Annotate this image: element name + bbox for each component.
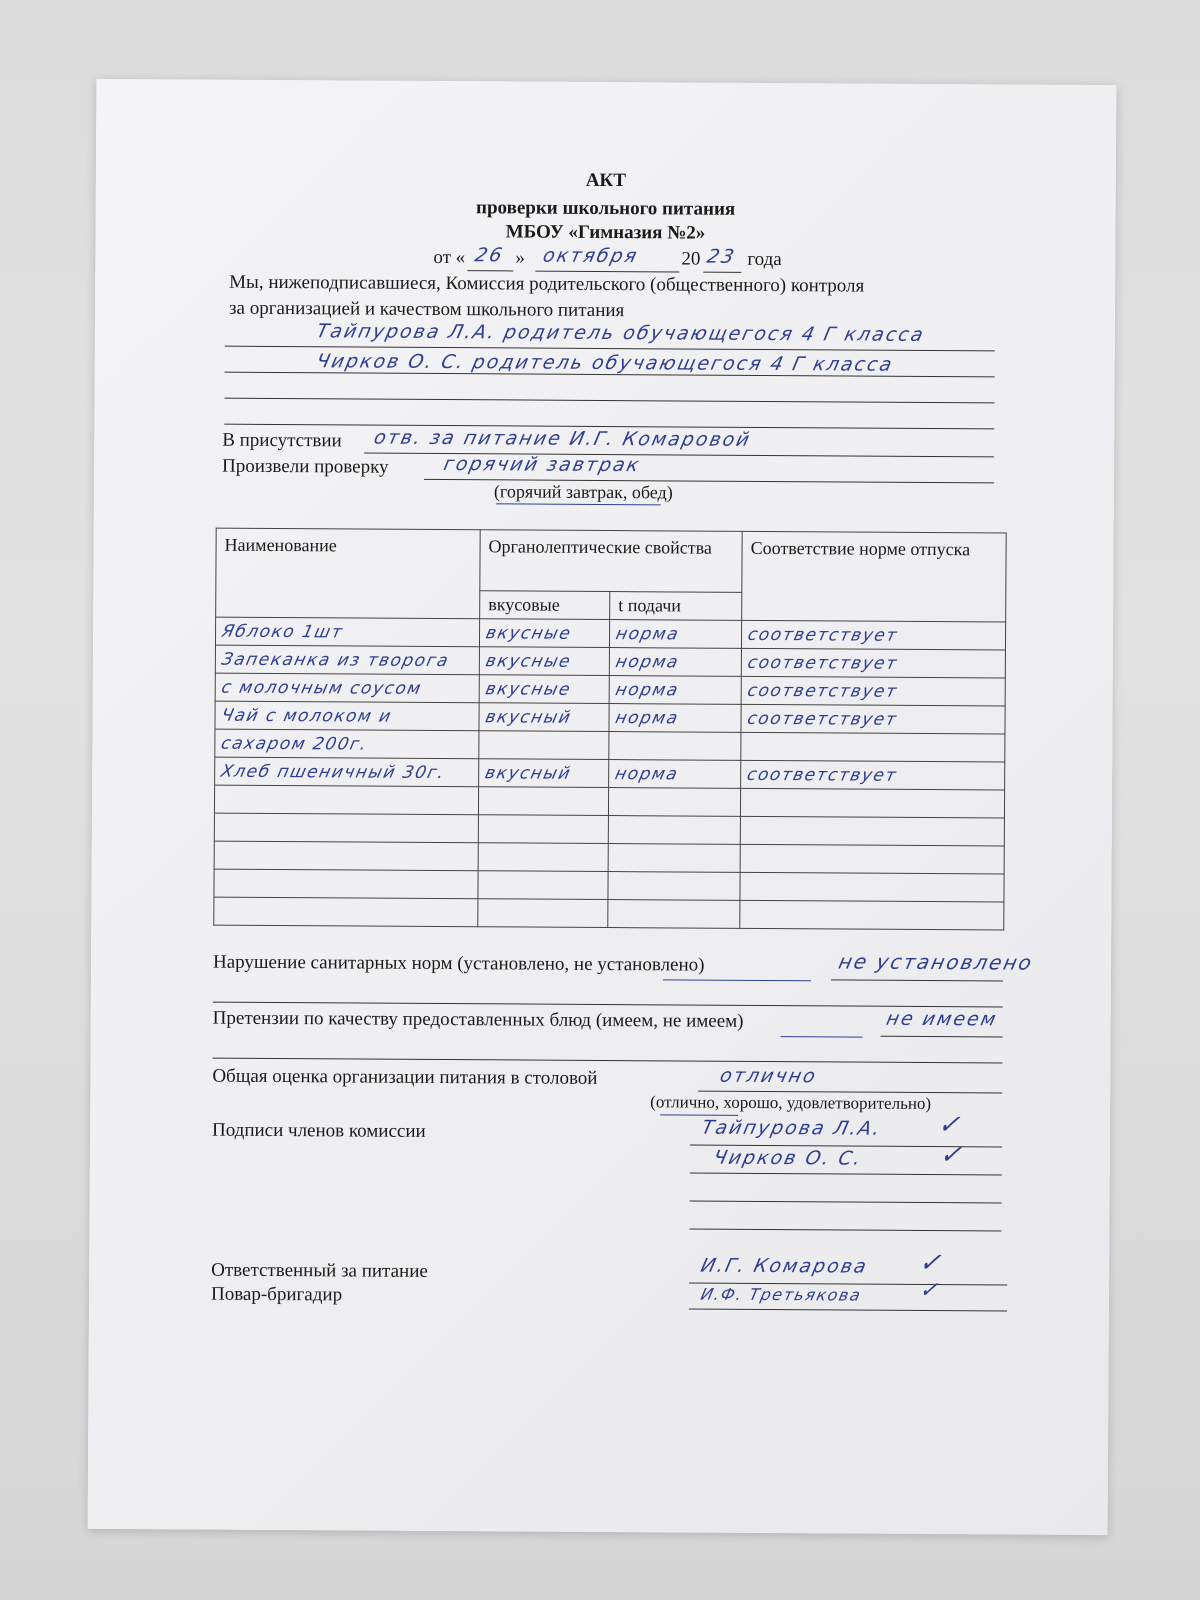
- row-name: Яблоко 1шт: [219, 621, 346, 643]
- sanitary-label: Нарушение санитарных норм (установлено, не установлено): [212, 951, 705, 976]
- col-norm-header: Соответствие норме отпуска: [742, 531, 1007, 622]
- col-organoleptic-header: Органолептические свойства: [480, 530, 742, 593]
- claims-value: не имеем: [884, 1007, 1000, 1031]
- row-temp: норма: [613, 680, 681, 701]
- school-name: МБОУ «Гимназия №2»: [505, 221, 706, 244]
- cook-value: И.Ф. Третьякова: [698, 1284, 864, 1305]
- row-name: сахаром 200г.: [219, 733, 370, 755]
- signatures-label: Подписи членов комиссии: [211, 1119, 426, 1142]
- responsible-label: Ответственный за питание: [211, 1259, 428, 1282]
- row-temp: норма: [613, 624, 682, 645]
- inspection-label: Произвели проверку: [222, 455, 389, 478]
- row-name: Запеканка из творога: [219, 649, 452, 672]
- date-suffix: года: [747, 248, 782, 271]
- document-page: [88, 79, 1117, 1535]
- signature-mark-1: ✓: [934, 1110, 968, 1141]
- intro-line-2: за организацией и качеством школьного питания: [228, 297, 625, 322]
- responsible-value: И.Г. Комарова: [698, 1254, 871, 1278]
- inspection-table: [213, 528, 1006, 931]
- col-taste-header: вкусовые: [480, 591, 610, 620]
- document-subtitle: проверки школьного питания: [476, 197, 736, 220]
- row-taste: вкусный: [483, 763, 574, 784]
- row-norm: соответствует: [745, 680, 900, 702]
- row-norm: соответствует: [745, 708, 900, 730]
- claims-label: Претензии по качеству предоставленных блюд (имеем, не имеем): [212, 1007, 744, 1032]
- row-taste: вкусные: [483, 679, 574, 700]
- row-name: Чай с молоком и: [219, 705, 394, 727]
- date-month: октября: [540, 244, 641, 268]
- inspection-hint: (горячий завтрак, обед): [493, 481, 673, 503]
- commission-member-1: Тайпурова Л.А. родитель обучающегося 4 Г класса: [314, 320, 927, 346]
- rating-hint: (отлично, хорошо, удовлетворительно): [650, 1092, 932, 1114]
- row-norm: соответствует: [745, 624, 900, 646]
- rating-label: Общая оценка организации питания в столовой: [212, 1065, 598, 1089]
- rating-value: отлично: [717, 1064, 820, 1088]
- col-name-header: Наименование: [216, 528, 481, 619]
- cook-label: Повар-бригадир: [210, 1283, 343, 1306]
- signature-mark-2: ✓: [936, 1140, 970, 1171]
- presence-value: отв. за питание И.Г. Комаровой: [371, 426, 754, 451]
- responsible-signature: ✓: [915, 1247, 949, 1279]
- row-taste: вкусные: [483, 623, 574, 644]
- row-temp: норма: [613, 764, 681, 785]
- cook-signature: ✓: [916, 1277, 945, 1304]
- inspection-value: горячий завтрак: [441, 453, 643, 477]
- row-name: Хлеб пшеничный 30г.: [219, 761, 448, 784]
- signature-member-1: Тайпурова Л.А.: [699, 1116, 884, 1140]
- signature-member-2: Чирков О. С.: [711, 1146, 865, 1170]
- sanitary-value: не установлено: [836, 949, 1036, 975]
- row-temp: норма: [613, 708, 681, 729]
- row-taste: вкусные: [483, 651, 574, 672]
- intro-line-1: Мы, нижеподписавшиеся, Комиссия родительского (общественного) контроля: [229, 271, 865, 297]
- date-day: 26: [472, 244, 506, 267]
- commission-member-2: Чирков О. С. родитель обучающегося 4 Г класса: [314, 350, 896, 376]
- presence-label: В присутствии: [222, 429, 342, 452]
- date-year-prefix: 20: [681, 248, 701, 270]
- row-taste: вкусный: [483, 707, 574, 728]
- col-temp-header: t подачи: [610, 592, 742, 621]
- date-close-quote: »: [515, 247, 525, 269]
- date-prefix: от «: [433, 246, 466, 269]
- document-title: АКТ: [585, 169, 626, 192]
- row-temp: норма: [613, 652, 682, 673]
- row-norm: соответствует: [745, 652, 900, 674]
- table-row: [214, 897, 1004, 930]
- date-year-suffix: 23: [704, 245, 738, 268]
- row-norm: соответствует: [745, 764, 900, 786]
- row-name: с молочным соусом: [219, 677, 424, 699]
